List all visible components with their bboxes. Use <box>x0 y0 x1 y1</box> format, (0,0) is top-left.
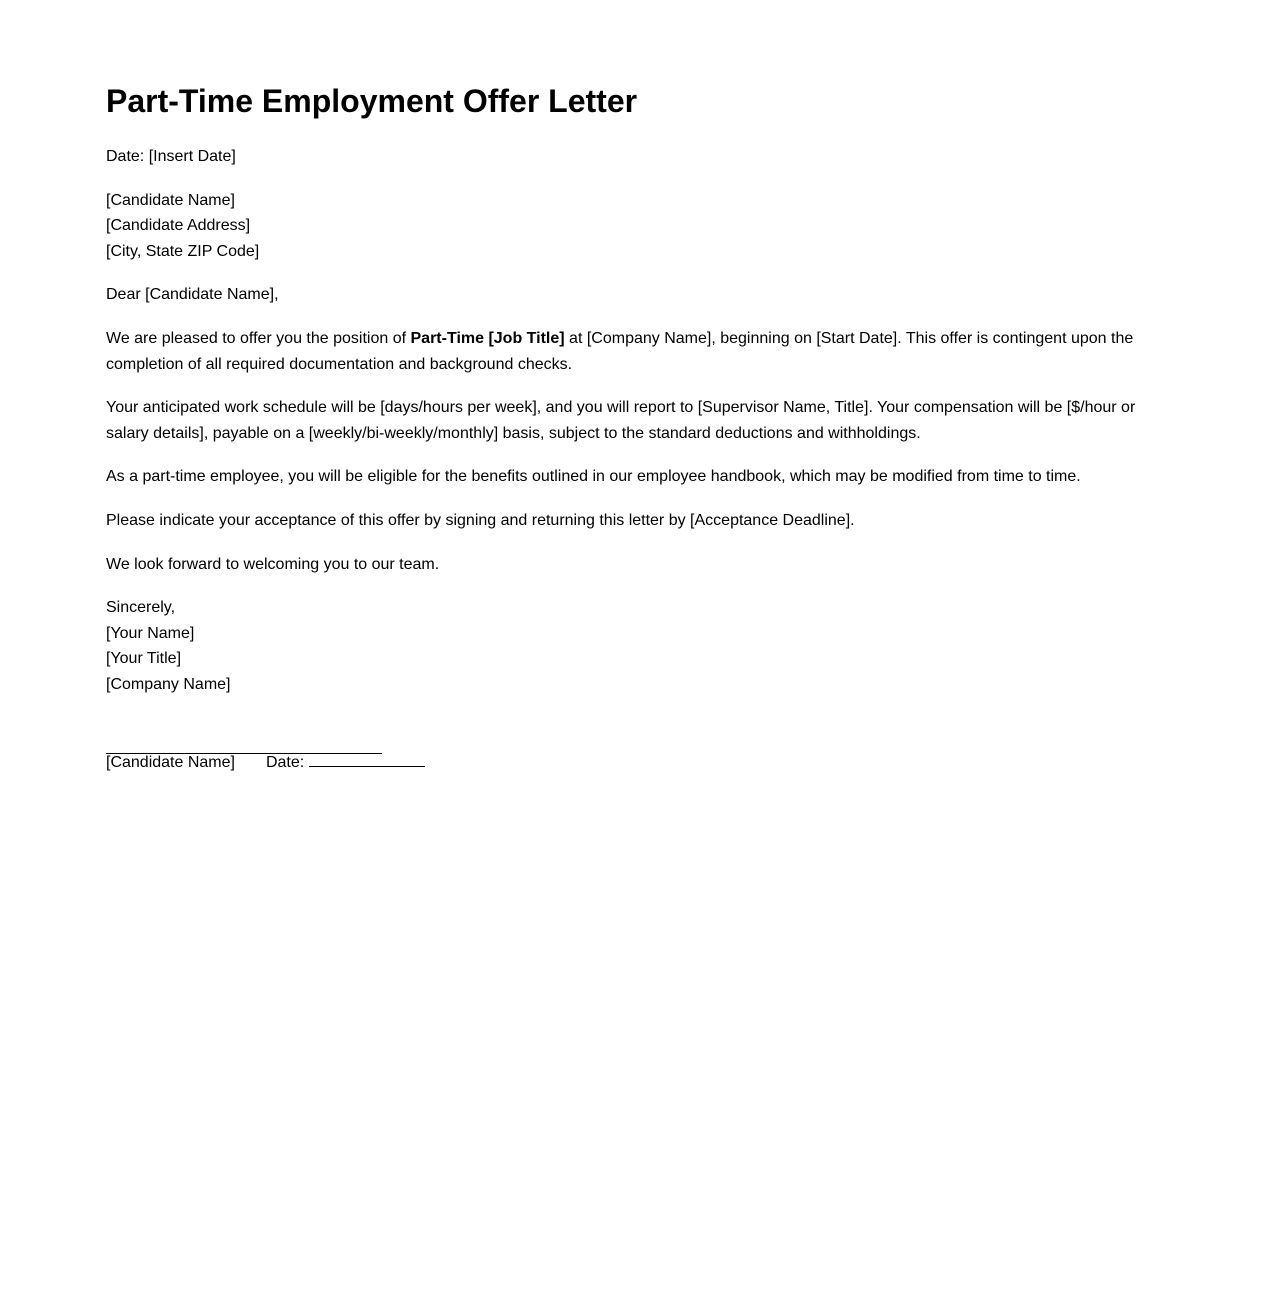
job-title-emphasis: Part-Time [Job Title] <box>410 329 565 347</box>
page-title: Part-Time Employment Offer Letter <box>106 83 638 119</box>
offer-text-start: We are pleased to offer you the position of <box>106 329 411 347</box>
recipient-name: [Candidate Name] <box>106 191 235 209</box>
paragraph-closing-remark: We look forward to welcoming you to our team. <box>106 555 440 573</box>
signature-line <box>106 743 382 754</box>
signature-row <box>106 754 1156 772</box>
sender-title: [Your Title] <box>106 650 182 668</box>
candidate-signature-label: [Candidate Name] <box>106 753 235 771</box>
recipient-address: [Candidate Address] <box>106 217 251 235</box>
signature-block <box>106 743 1156 772</box>
paragraph-benefits: As a part-time employee, you will be eligible for the benefits outlined in our employee handbook, which may be modified from time to time. <box>106 468 1081 486</box>
recipient-address-block <box>106 188 1156 265</box>
paragraph-offer <box>106 326 1156 377</box>
valediction: Sincerely, <box>106 599 176 617</box>
salutation: Dear [Candidate Name], <box>106 286 279 304</box>
paragraph-acceptance: Please indicate your acceptance of this offer by signing and returning this letter by [Acceptance Deadline]. <box>106 511 855 529</box>
letter-body <box>106 144 1156 772</box>
closing-block <box>106 595 1156 697</box>
date-line: Date: [Insert Date] <box>106 148 236 165</box>
sender-company: [Company Name] <box>106 675 231 693</box>
paragraph-schedule: Your anticipated work schedule will be [days/hours per week], and you will report to [Supervisor Name, Title]. Your compensation will be [$/hour or salary details], payable on a [weekly/bi-weekly/monthly] basis, subject to the standard deductions and withholdings. <box>106 399 1136 442</box>
recipient-city-state-zip: [City, State ZIP Code] <box>106 242 260 260</box>
signature-date-label: Date: <box>265 753 305 771</box>
offer-text-end: at [Company Name], beginning on [Start Date]. This offer is contingent upon the completion of all required documentation and background checks. <box>106 329 1134 373</box>
sender-name: [Your Name] <box>106 624 195 642</box>
signature-date-blank <box>309 754 425 767</box>
